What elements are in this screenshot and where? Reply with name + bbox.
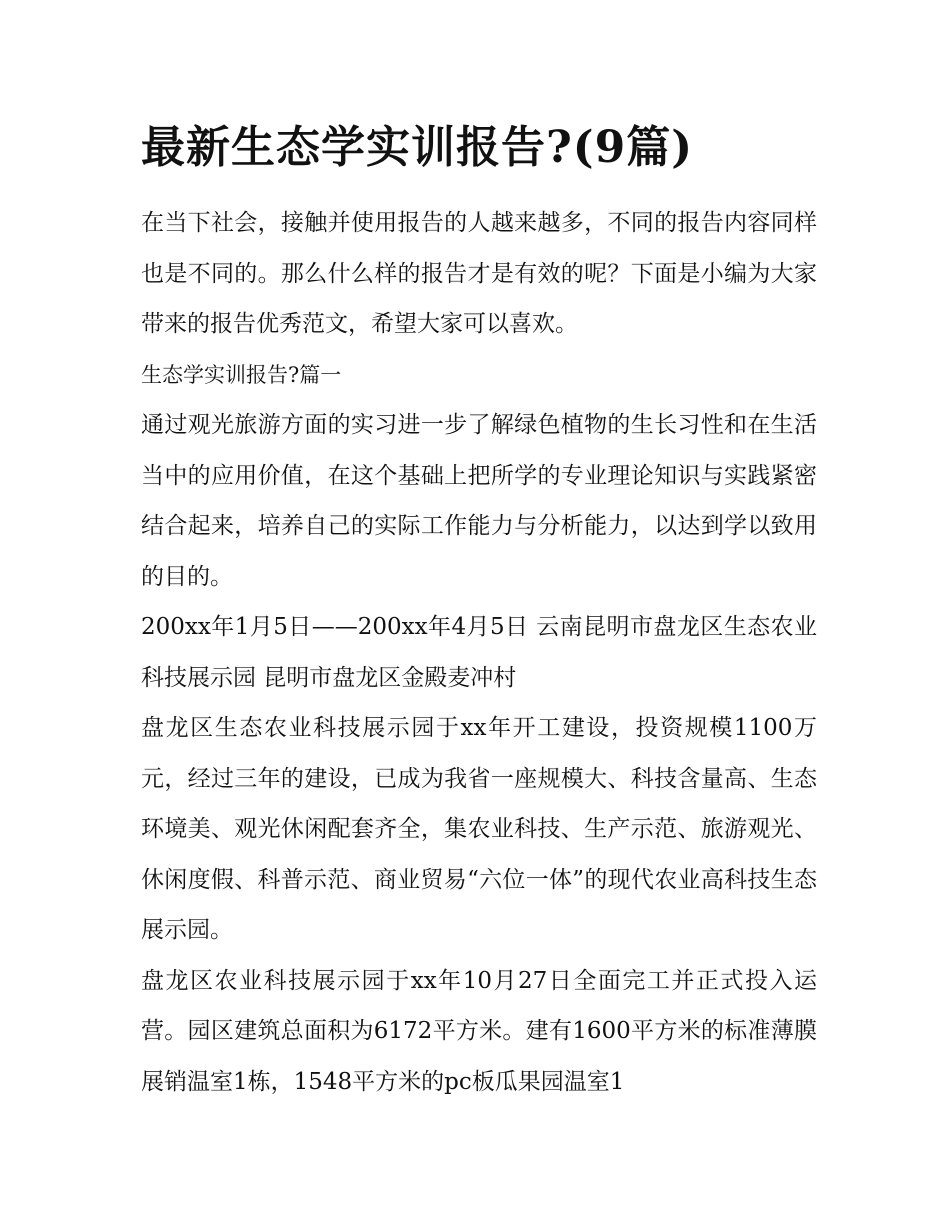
document-title: 最新生态学实训报告?(9篇) <box>141 122 694 173</box>
section-heading: 生态学实训报告?篇一 <box>141 362 342 387</box>
body-paragraph: 通过观光旅游方面的实习进一步了解绿色植物的生长习性和在生活当中的应用价值，在这个基础上把所学的专业理论知识与实践紧密结合起来，培养自己的实际工作能力与分析能力，以达到学以致用的目的。 <box>141 412 817 590</box>
intro-paragraph: 在当下社会，接触并使用报告的人越来越多，不同的报告内容同样也是不同的。那么什么样的报告才是有效的呢？下面是小编为大家带来的报告优秀范文，希望大家可以喜欢。 <box>141 210 817 337</box>
body-paragraph: 盘龙区生态农业科技展示园于xx年开工建设，投资规模1100万元，经过三年的建设，已成为我省一座规模大、科技含量高、生态环境美、观光休闲配套齐全，集农业科技、生产示范、旅游观光、休闲度假、科普示范、商业贸易“六位一体”的现代农业高科技生态展示园。 <box>141 715 817 943</box>
body-paragraph: 盘龙区农业科技展示园于xx年10月27日全面完工并正式投入运营。园区建筑总面积为6172平方米。建有1600平方米的标准薄膜展销温室1栋，1548平方米的pc板瓜果园温室1 <box>141 967 817 1095</box>
body-paragraph: 200xx年1月5日——200xx年4月5日 云南昆明市盘龙区生态农业科技展示园 昆明市盘龙区金殿麦冲村 <box>141 614 817 691</box>
document-body <box>141 118 817 1107</box>
